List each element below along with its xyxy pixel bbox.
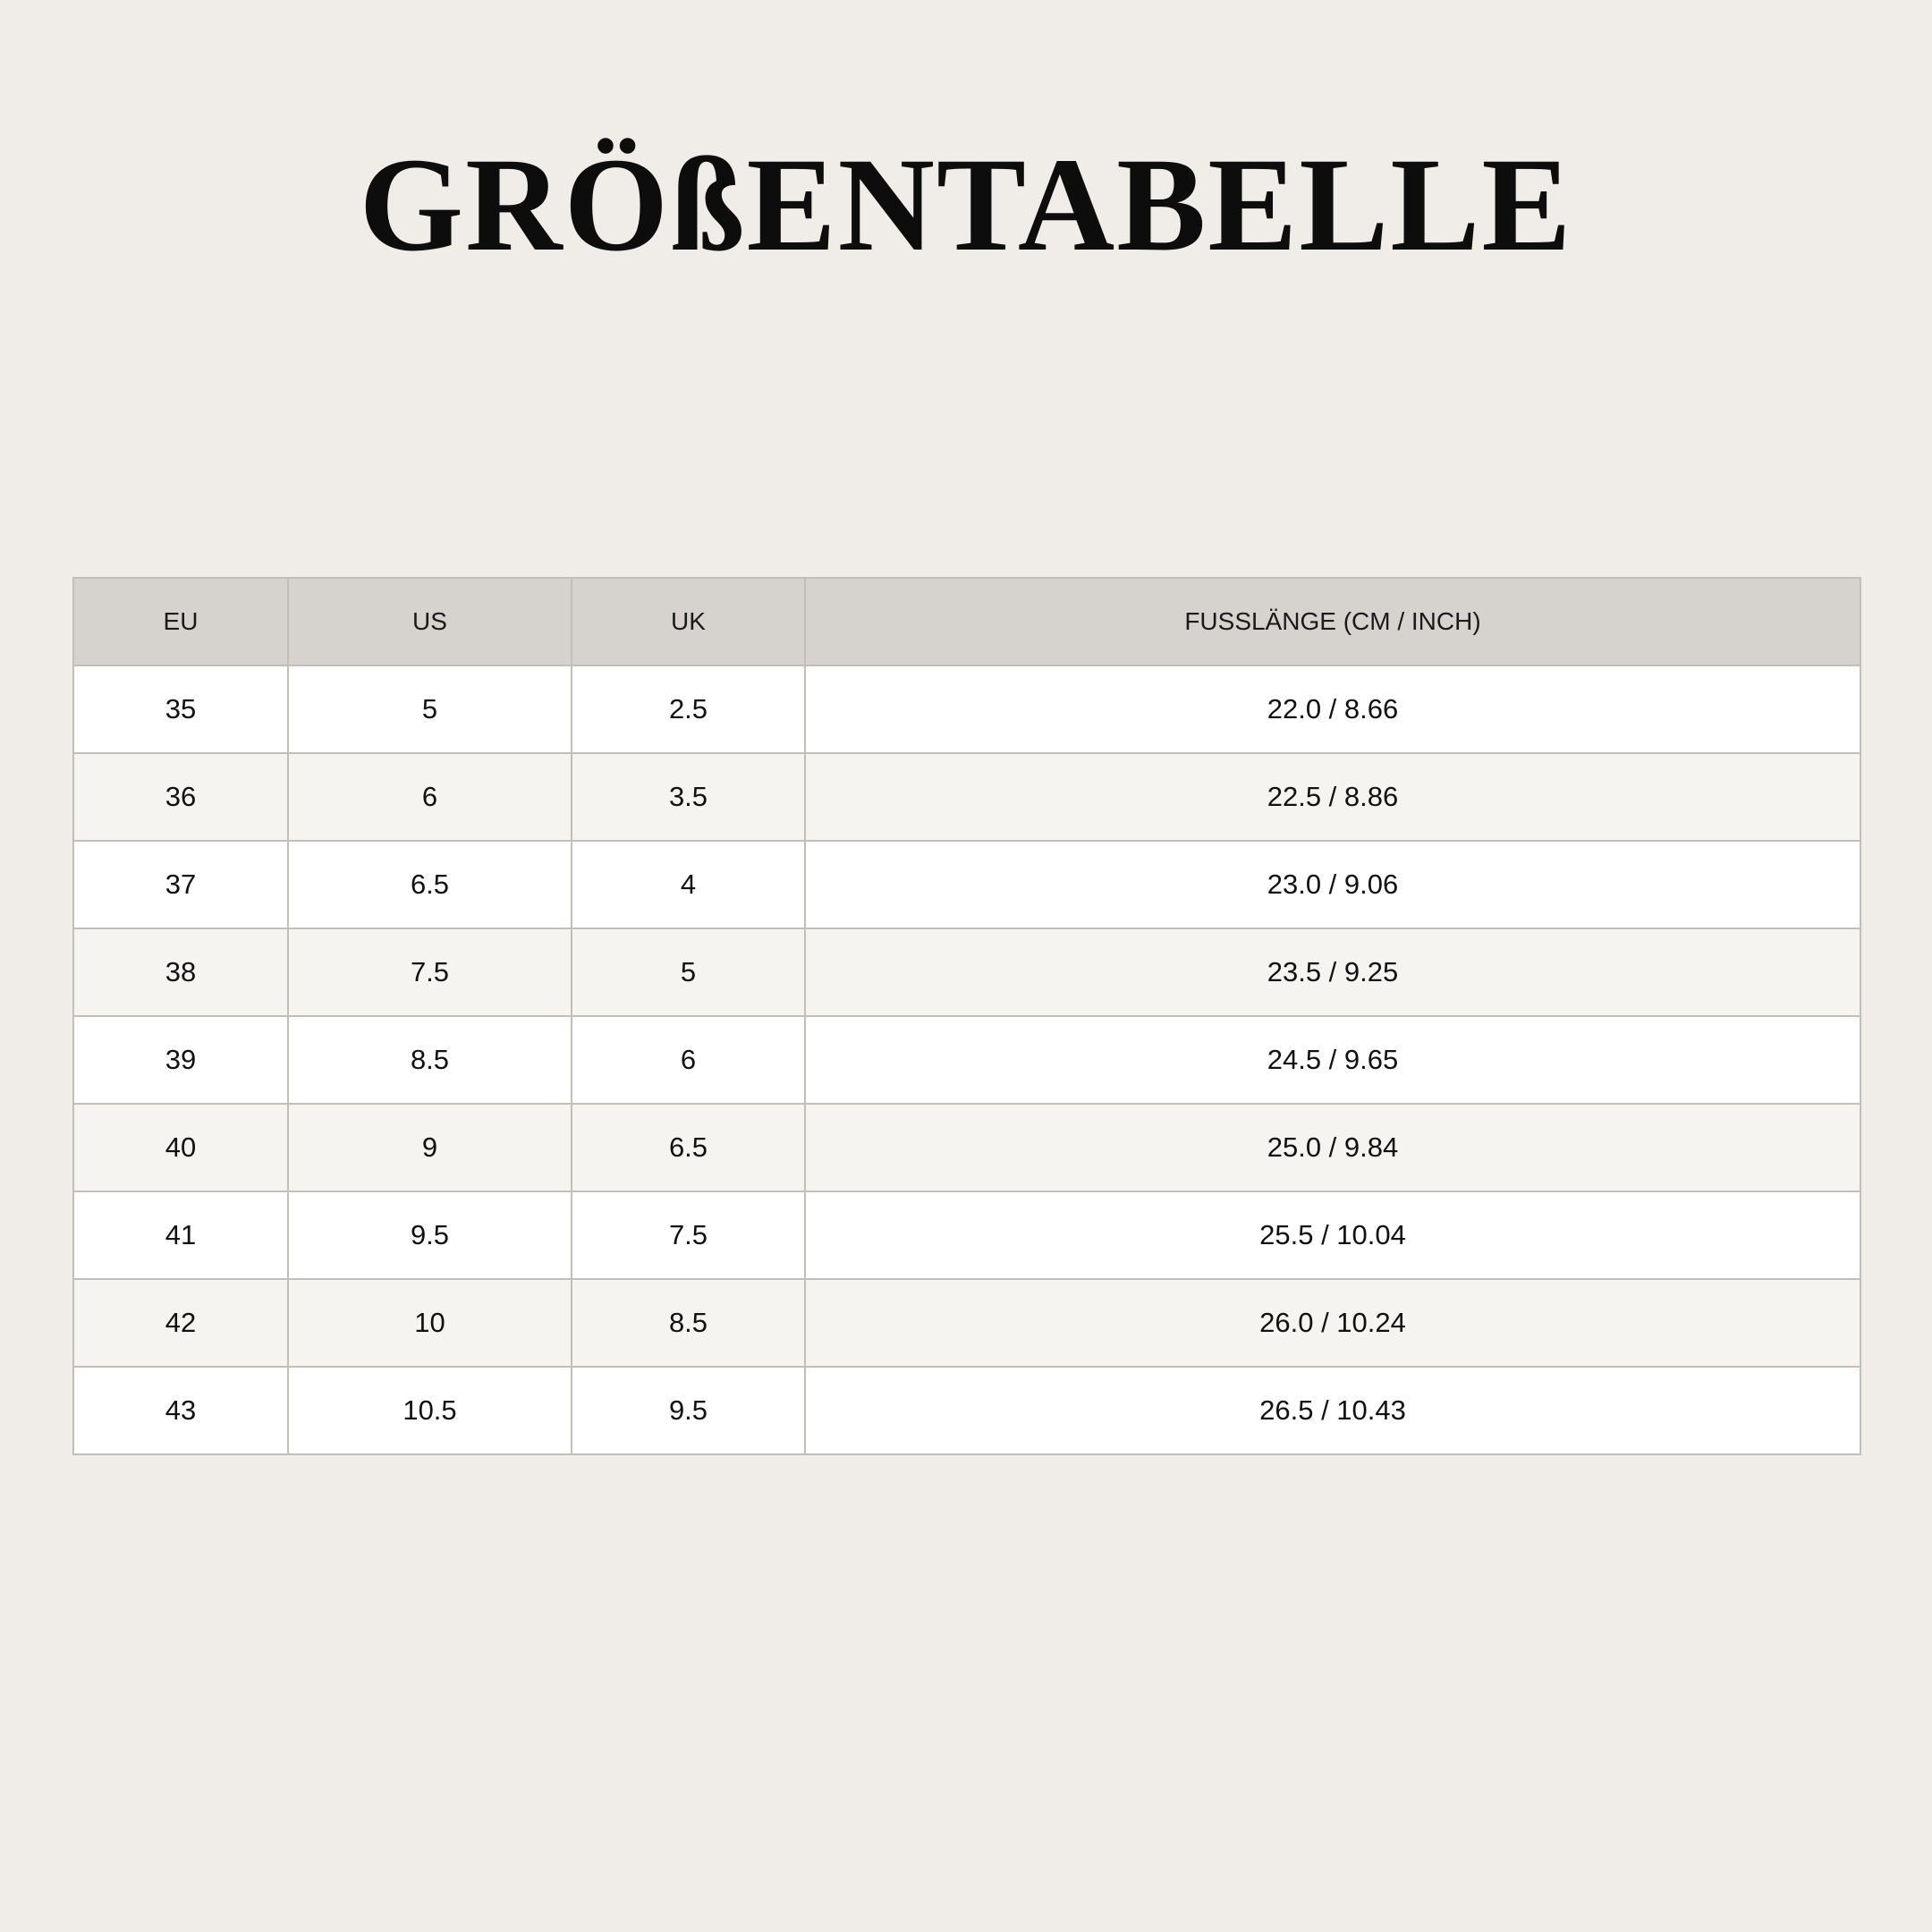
cell-us: 9	[288, 1104, 572, 1191]
cell-us: 6.5	[288, 841, 572, 928]
cell-uk: 3.5	[572, 753, 805, 841]
cell-eu: 35	[73, 665, 288, 753]
cell-uk: 4	[572, 841, 805, 928]
cell-eu: 38	[73, 928, 288, 1016]
cell-eu: 43	[73, 1367, 288, 1454]
header-eu: EU	[73, 578, 288, 665]
cell-eu: 36	[73, 753, 288, 841]
size-table	[72, 577, 1861, 1455]
cell-foot-length: 25.5 / 10.04	[805, 1191, 1860, 1279]
cell-us: 10	[288, 1279, 572, 1367]
table-row	[73, 1191, 1860, 1279]
cell-us: 9.5	[288, 1191, 572, 1279]
cell-us: 6	[288, 753, 572, 841]
cell-eu: 42	[73, 1279, 288, 1367]
table-row	[73, 1279, 1860, 1367]
cell-foot-length: 25.0 / 9.84	[805, 1104, 1860, 1191]
header-us: US	[288, 578, 572, 665]
cell-uk: 9.5	[572, 1367, 805, 1454]
cell-uk: 2.5	[572, 665, 805, 753]
cell-eu: 39	[73, 1016, 288, 1104]
table-row	[73, 841, 1860, 928]
table-row	[73, 1367, 1860, 1454]
cell-us: 8.5	[288, 1016, 572, 1104]
cell-eu: 41	[73, 1191, 288, 1279]
cell-eu: 40	[73, 1104, 288, 1191]
cell-uk: 6	[572, 1016, 805, 1104]
header-foot-length: FUSSLÄNGE (CM / INCH)	[805, 578, 1860, 665]
table-row	[73, 1104, 1860, 1191]
table-row	[73, 928, 1860, 1016]
cell-foot-length: 26.5 / 10.43	[805, 1367, 1860, 1454]
cell-foot-length: 26.0 / 10.24	[805, 1279, 1860, 1367]
cell-uk: 8.5	[572, 1279, 805, 1367]
table-row	[73, 665, 1860, 753]
cell-uk: 6.5	[572, 1104, 805, 1191]
cell-us: 5	[288, 665, 572, 753]
table-row	[73, 753, 1860, 841]
cell-us: 10.5	[288, 1367, 572, 1454]
cell-foot-length: 22.0 / 8.66	[805, 665, 1860, 753]
cell-us: 7.5	[288, 928, 572, 1016]
cell-foot-length: 24.5 / 9.65	[805, 1016, 1860, 1104]
table-header-row	[73, 578, 1860, 665]
cell-uk: 7.5	[572, 1191, 805, 1279]
cell-foot-length: 23.0 / 9.06	[805, 841, 1860, 928]
cell-foot-length: 22.5 / 8.86	[805, 753, 1860, 841]
table-row	[73, 1016, 1860, 1104]
header-uk: UK	[572, 578, 805, 665]
cell-uk: 5	[572, 928, 805, 1016]
page-title: GRÖßENTABELLE	[359, 130, 1573, 279]
cell-eu: 37	[73, 841, 288, 928]
cell-foot-length: 23.5 / 9.25	[805, 928, 1860, 1016]
